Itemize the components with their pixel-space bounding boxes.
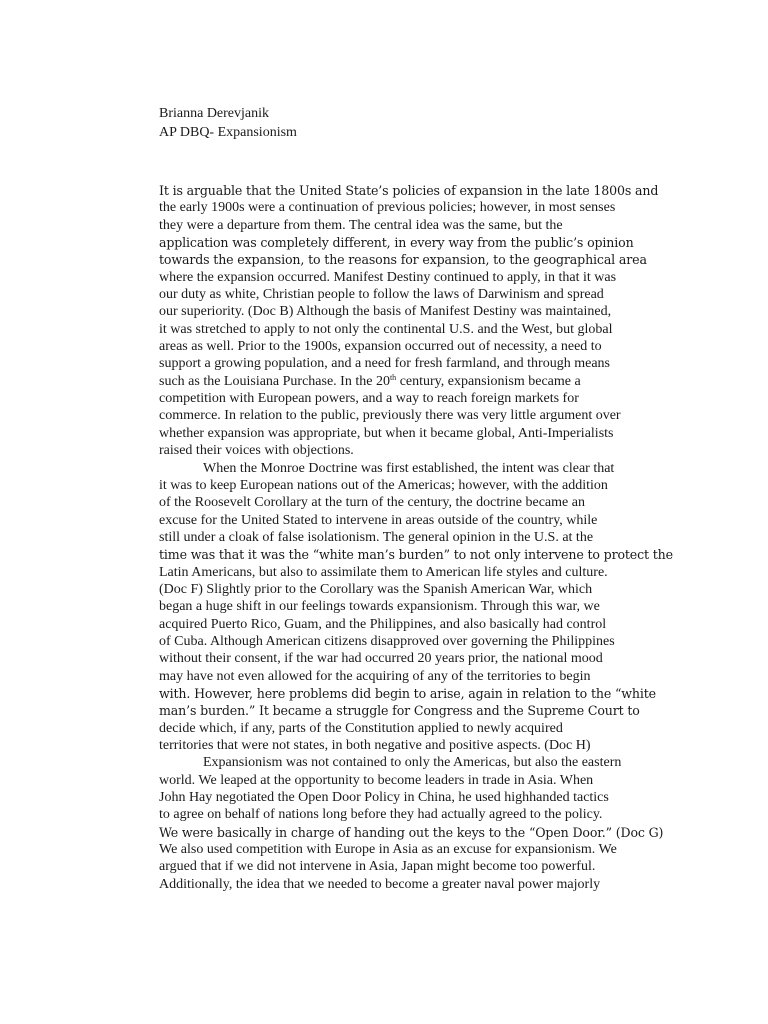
text-line-content: it was stretched to apply to not only the continental U.S. and the West, but global — [159, 321, 613, 337]
text-line-content: Latin Americans, but also to assimilate them to American life styles and culture. — [159, 564, 608, 580]
text-line — [159, 217, 679, 234]
text-line-content: application was completely different, in every way from the public’s opinion — [159, 235, 634, 251]
text-line-content: competition with European powers, and a way to reach foreign markets for — [159, 391, 579, 407]
text-line-content: to agree on behalf of nations long before they had actually agreed to the policy. — [159, 807, 603, 823]
text-line — [159, 251, 679, 268]
text-line-content: We also used competition with Europe in Asia as an excuse for expansionism. We — [159, 842, 617, 858]
text-line — [159, 182, 679, 199]
text-line-content: whether expansion was appropriate, but when it became global, Anti-Imperialists — [159, 425, 614, 441]
text-line — [159, 668, 679, 685]
text-line-content: without their consent, if the war had occurred 20 years prior, the national mood — [159, 651, 603, 667]
text-line-content: Expansionism was not contained to only the Americas, but also the eastern — [203, 755, 622, 771]
text-line — [159, 789, 679, 806]
text-line-content: When the Monroe Doctrine was first established, the intent was clear that — [203, 460, 615, 476]
text-line — [159, 390, 679, 407]
text-line — [159, 806, 679, 823]
text-line — [159, 460, 679, 477]
text-line — [159, 616, 679, 633]
author-name: Brianna Derevjanik — [159, 106, 270, 121]
text-line — [159, 685, 679, 702]
text-line-content: towards the expansion, to the reasons for expansion, to the geographical area — [159, 252, 647, 268]
text-line-content: We were basically in charge of handing out the keys to the “Open Door.” (Doc G) — [159, 824, 664, 840]
text-line — [159, 234, 679, 251]
text-line — [159, 876, 679, 893]
text-line — [159, 407, 679, 424]
text-line — [159, 512, 679, 529]
text-line-content: it was to keep European nations out of the Americas; however, with the addition — [159, 477, 608, 493]
text-line-content: may have not even allowed for the acquiring of any of the territories to begin — [159, 668, 591, 684]
text-line — [159, 633, 679, 650]
text-line — [159, 598, 679, 615]
text-line — [159, 702, 679, 719]
text-line-content: began a huge shift in our feelings towards expansionism. Through this war, we — [159, 599, 600, 615]
text-line-content: support a growing population, and a need for fresh farmland, and through means — [159, 356, 610, 372]
text-line-content: (Doc F) Slightly prior to the Corollary was the Spanish American War, which — [159, 581, 593, 597]
text-line — [159, 720, 679, 737]
text-line — [159, 373, 679, 390]
text-line — [159, 824, 679, 841]
text-line — [159, 269, 679, 286]
text-line — [159, 650, 679, 667]
essay-body — [159, 182, 679, 893]
text-line-content: areas as well. Prior to the 1900s, expansion occurred out of necessity, a need to — [159, 339, 602, 355]
text-line-content: of the Roosevelt Corollary at the turn of the century, the doctrine became an — [159, 495, 585, 511]
text-line — [159, 858, 679, 875]
text-line — [159, 737, 679, 754]
text-line — [159, 199, 679, 216]
text-line-content: of Cuba. Although American citizens disapproved over governing the Philippines — [159, 633, 615, 649]
text-line-content: man’s burden.” It became a struggle for Congress and the Supreme Court to — [159, 703, 640, 719]
text-line-content: It is arguable that the United State’s policies of expansion in the late 1800s and — [159, 183, 659, 198]
text-line-content: time was that it was the “white man’s burden” to not only intervene to protect the — [159, 547, 673, 563]
text-line-content: the early 1900s were a continuation of previous policies; however, in most senses — [159, 200, 616, 216]
document-header — [159, 104, 297, 142]
text-line — [159, 581, 679, 598]
text-line — [159, 286, 679, 303]
text-line — [159, 494, 679, 511]
text-line — [159, 425, 679, 442]
essay-title: AP DBQ- Expansionism — [159, 125, 297, 140]
text-line — [159, 772, 679, 789]
text-line — [159, 321, 679, 338]
text-line-content: such as the Louisiana Purchase. In the 20 — [159, 373, 390, 389]
text-line-content: raised their voices with objections. — [159, 443, 354, 459]
text-line — [159, 841, 679, 858]
text-line-content: commerce. In relation to the public, previously there was very little argument over — [159, 408, 621, 424]
text-line-content: decide which, if any, parts of the Constitution applied to newly acquired — [159, 720, 563, 736]
text-line-content: our superiority. (Doc B) Although the basis of Manifest Destiny was maintained, — [159, 304, 612, 320]
text-line-content: argued that if we did not intervene in Asia, Japan might become too powerful. — [159, 859, 596, 875]
text-line-content: John Hay negotiated the Open Door Policy in China, he used highhanded tactics — [159, 790, 609, 806]
text-line-content: excuse for the United Stated to intervene in areas outside of the country, while — [159, 512, 598, 528]
superscript: th — [389, 372, 397, 382]
text-line — [159, 564, 679, 581]
text-line — [159, 303, 679, 320]
text-line-content: still under a cloak of false isolationism. The general opinion in the U.S. at the — [159, 529, 594, 545]
text-line-content: they were a departure from them. The central idea was the same, but the — [159, 217, 563, 233]
text-line — [159, 442, 679, 459]
text-line — [159, 754, 679, 771]
text-line — [159, 338, 679, 355]
text-line-continuation: century, expansionism became a — [396, 373, 581, 389]
text-line-content: where the expansion occurred. Manifest Destiny continued to apply, in that it was — [159, 269, 617, 285]
text-line — [159, 355, 679, 372]
text-line — [159, 477, 679, 494]
text-line — [159, 546, 679, 563]
text-line — [159, 529, 679, 546]
text-line-content: our duty as white, Christian people to follow the laws of Darwinism and spread — [159, 287, 604, 303]
text-line-content: Additionally, the idea that we needed to become a greater naval power majorly — [159, 876, 601, 892]
text-line-content: world. We leaped at the opportunity to become leaders in trade in Asia. When — [159, 772, 594, 788]
text-line-content: territories that were not states, in both negative and positive aspects. (Doc H) — [159, 738, 591, 753]
text-line-content: acquired Puerto Rico, Guam, and the Philippines, and also basically had control — [159, 616, 607, 632]
text-line-content: with. However, here problems did begin to arise, again in relation to the “white — [159, 685, 656, 701]
